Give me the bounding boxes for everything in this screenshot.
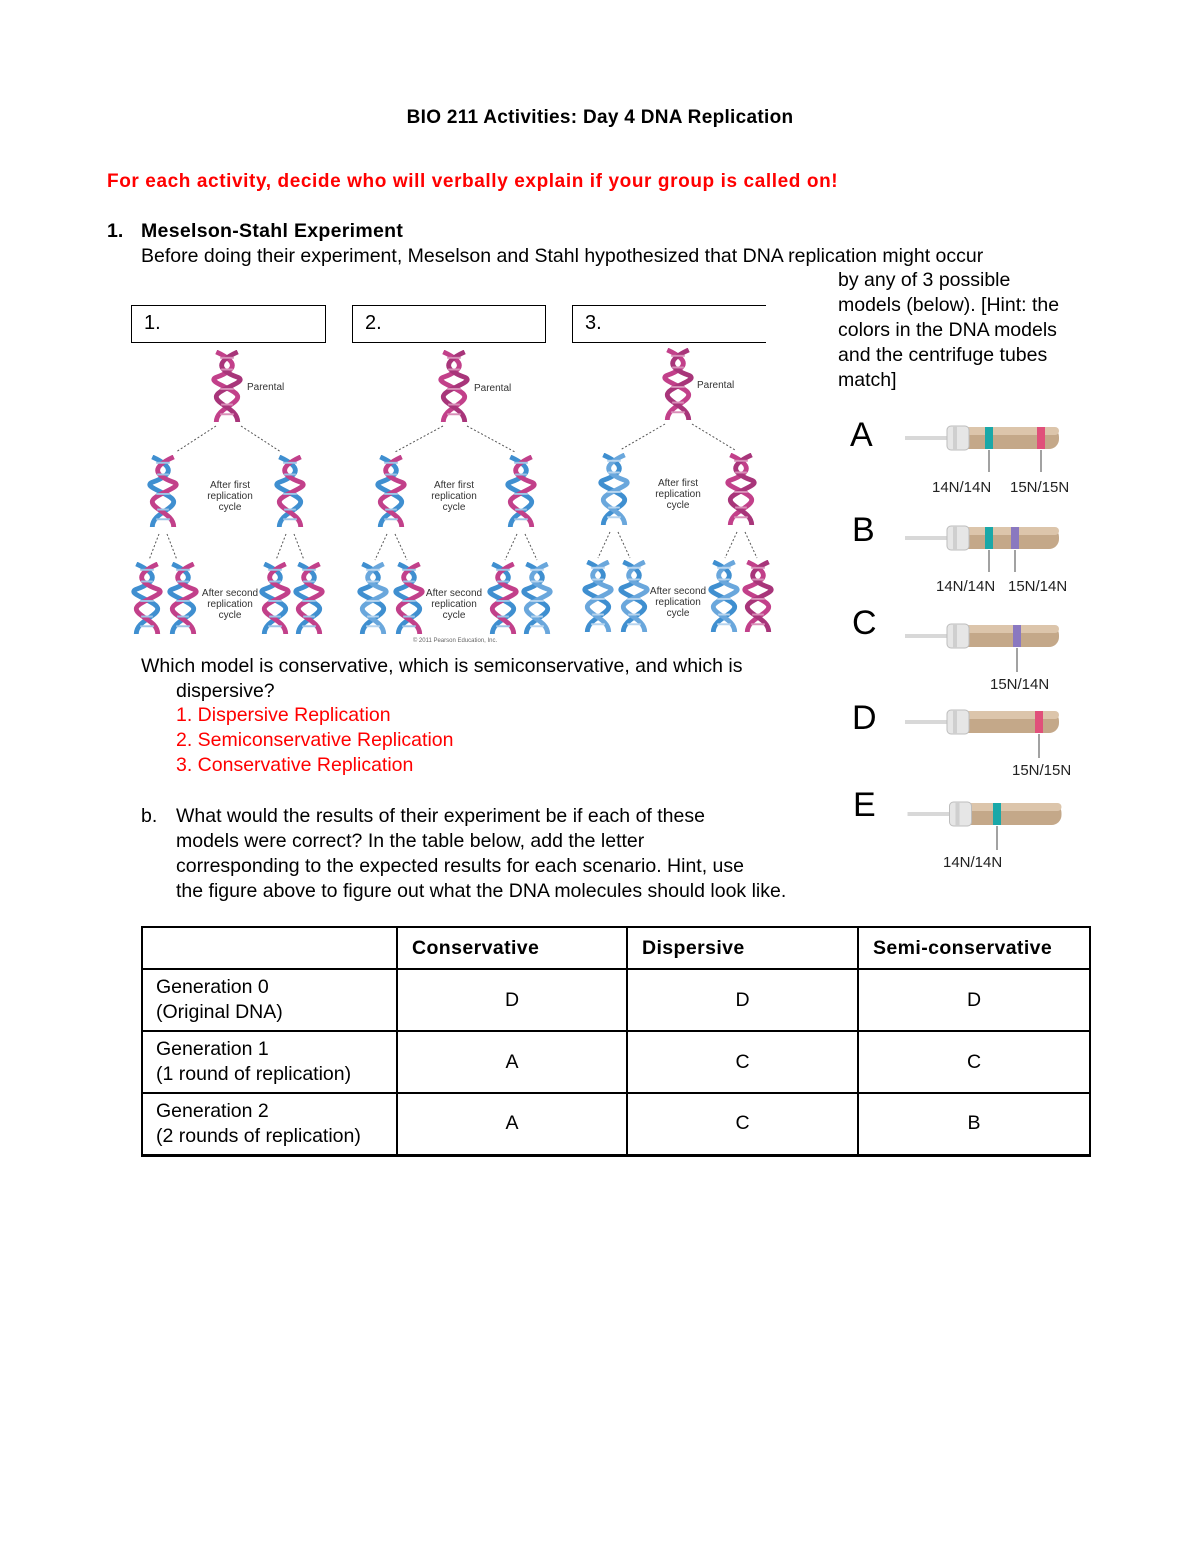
label-line: After second [425,588,483,599]
second-cycle-label [195,588,265,621]
band-leader-lines [905,648,1065,674]
first-cycle-label [643,478,713,511]
band-leader-lines [905,826,1065,852]
branch-arrows [131,420,331,460]
table-cell: D [858,969,1090,1031]
label-line: After second [201,588,259,599]
answer-1: 1. Dispersive Replication [176,704,391,726]
question-b-text [176,804,786,904]
model-diagram-1 [131,350,331,645]
model-box-1: 1. [131,305,326,343]
table-header-row [142,927,1090,969]
label-line: cycle [442,610,466,621]
gen2-helix [521,562,553,636]
tube-a-label-2: 15N/15N [1010,479,1070,496]
section-number: 1. [107,220,124,242]
label-line: After first [657,478,698,489]
copyright-notice: © 2011 Pearson Education, Inc. [412,638,498,644]
label-line: replication [207,491,253,502]
branch-arrows [580,528,780,564]
label-line: cycle [218,502,242,513]
question-a-line1: Which model is conservative, which is semiconservative, and which is [141,655,743,677]
intro-side-line: models (below). [Hint: the [838,294,1060,316]
label-line: After first [209,480,250,491]
model-box-2: 2. [352,305,546,343]
parent-helix [211,350,243,424]
question-b-line: What would the results of their experiment be if each of these [176,805,705,827]
centrifuge-tube-b [905,523,1065,553]
gen1-helix [375,455,407,529]
results-table [141,926,1091,1157]
row-label-line: (1 round of replication) [156,1063,352,1085]
row-label-line: Generation 2 [156,1099,269,1122]
gen2-helix [742,560,774,634]
answer-3: 3. Conservative Replication [176,754,414,776]
label-line: replication [431,599,477,610]
question-b-line: corresponding to the expected results for each scenario. Hint, use [176,855,744,877]
label-line: replication [207,599,253,610]
gen1-helix [598,453,630,527]
second-cycle-label [419,588,489,621]
gen1-helix [505,455,537,529]
intro-side-text [838,268,1098,393]
first-cycle-label [419,480,489,513]
band-leader-lines [905,450,1065,474]
table-header-cell: Dispersive [627,927,858,969]
row-label [142,1031,397,1093]
row-label-line: (2 rounds of replication) [156,1124,361,1147]
table-cell: D [627,969,858,1031]
band-leader-lines [905,550,1065,574]
gen2-helix [293,562,325,636]
row-label-line: Generation 1 [156,1038,269,1060]
centrifuge-tube-a [905,423,1065,453]
question-a-line2: dispersive? [176,680,275,702]
label-line: replication [655,597,701,608]
centrifuge-tube-c [905,621,1065,651]
gen1-helix [725,453,757,527]
answer-2: 2. Semiconservative Replication [176,729,454,751]
intro-side-line: match] [838,369,897,391]
group-instruction: For each activity, decide who will verbally explain if your group is called on! [107,171,839,192]
label-line: cycle [666,500,690,511]
gen1-helix [274,455,306,529]
table-cell: A [397,1093,627,1155]
label-line: After first [433,480,474,491]
tube-b-label-1: 14N/14N [936,578,996,595]
row-label-line: (Original DNA) [156,1001,283,1023]
parental-label: Parental [697,380,735,391]
table-row [142,1031,1090,1093]
branch-arrows [355,530,555,566]
table-row [142,1093,1090,1155]
model-box-3: 3. [572,305,766,343]
row-label [142,1093,397,1155]
tube-letter-c: C [852,604,877,642]
model-diagram-2 [355,350,555,650]
label-line: cycle [666,608,690,619]
label-line: After second [649,586,707,597]
row-label [142,969,397,1031]
branch-arrows [355,420,555,460]
tube-e-label: 14N/14N [943,854,1003,871]
parent-helix [438,350,470,424]
row-label-line: Generation 0 [156,976,269,998]
label-line: replication [655,489,701,500]
model-diagram-3 [580,348,780,643]
question-b-marker: b. [141,805,158,827]
table-header-cell: Conservative [397,927,627,969]
tube-b-label-2: 15N/14N [1008,578,1068,595]
gen2-helix [357,562,389,636]
table-header-cell [142,927,397,969]
branch-arrows [131,530,331,566]
parent-helix [662,348,694,422]
gen1-helix [147,455,179,529]
table-row [142,969,1090,1031]
branch-arrows [580,418,780,458]
intro-line: Before doing their experiment, Meselson and Stahl hypothesized that DNA replication might occur [141,245,984,267]
parental-label: Parental [247,382,285,393]
band-leader-lines [905,734,1065,760]
table-header-cell: Semi-conservative [858,927,1090,969]
question-b-line: models were correct? In the table below, add the letter [176,830,645,852]
intro-side-line: and the centrifuge tubes [838,344,1048,366]
intro-side-line: colors in the DNA models [838,319,1057,341]
gen2-helix [582,560,614,634]
table-cell: A [397,1031,627,1093]
gen2-helix [131,562,163,636]
centrifuge-tube-d [905,707,1065,737]
tube-letter-a: A [850,416,873,454]
tube-a-label-1: 14N/14N [932,479,992,496]
label-line: cycle [218,610,242,621]
question-b-line: the figure above to figure out what the DNA molecules should look like. [176,880,787,902]
parental-label: Parental [474,383,512,394]
section-heading: Meselson-Stahl Experiment [141,220,404,242]
label-line: cycle [442,502,466,513]
first-cycle-label [195,480,265,513]
second-cycle-label [643,586,713,619]
label-line: replication [431,491,477,502]
tube-letter-e: E [853,786,876,824]
tube-letter-d: D [852,699,877,737]
table-cell: B [858,1093,1090,1155]
tube-c-label: 15N/14N [990,676,1050,693]
table-cell: C [858,1031,1090,1093]
gen2-helix [487,562,519,636]
table-cell: C [627,1093,858,1155]
intro-side-line: by any of 3 possible [838,269,1011,291]
tube-letter-b: B [852,511,875,549]
table-cell: C [627,1031,858,1093]
centrifuge-tube-e [905,799,1070,829]
table-cell: D [397,969,627,1031]
page-title: BIO 211 Activities: Day 4 DNA Replication [406,107,794,128]
tube-d-label: 15N/15N [1012,762,1072,779]
